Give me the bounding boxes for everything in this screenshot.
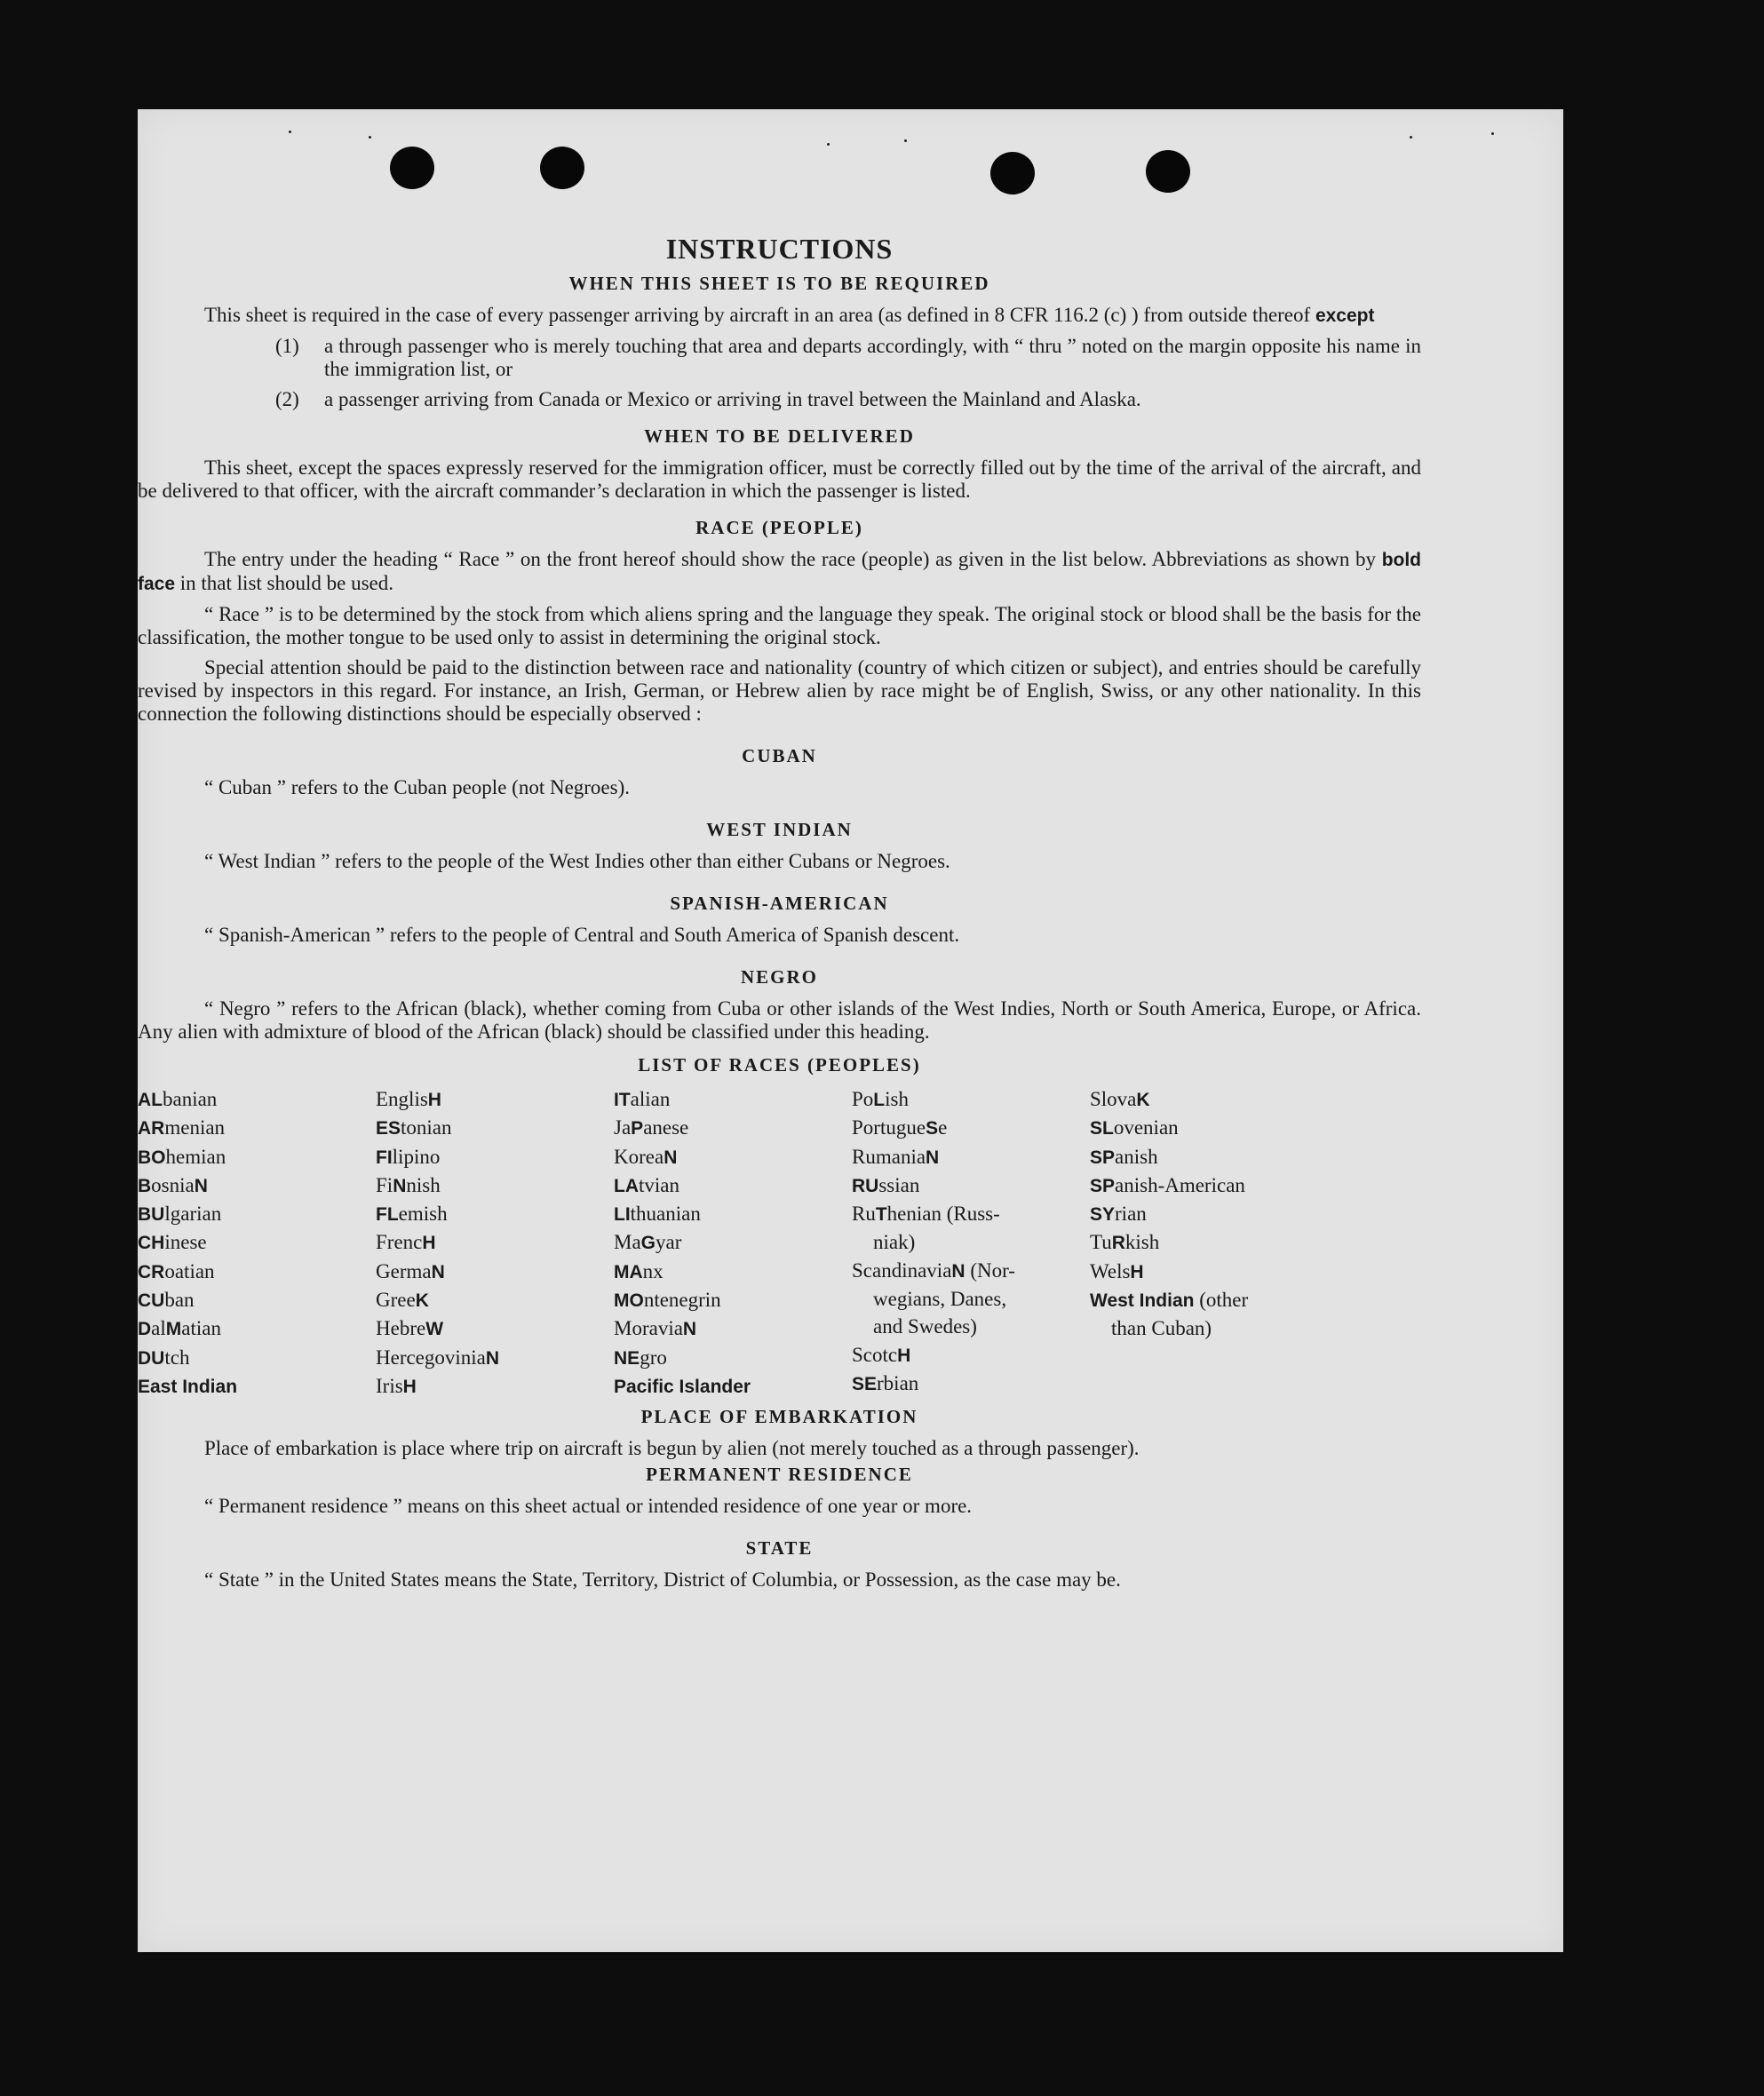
paragraph — [138, 304, 1421, 328]
race-abbrev: SE — [852, 1373, 878, 1394]
race-abbrev: H — [402, 1376, 417, 1397]
race-entry — [1090, 1085, 1328, 1114]
race-abbrev: AL — [138, 1090, 163, 1110]
race-entry — [376, 1085, 614, 1114]
race-entry — [1090, 1200, 1328, 1228]
race-text: (Nor- — [965, 1258, 1015, 1282]
race-text: tonian — [401, 1116, 452, 1139]
race-text: banian — [163, 1088, 218, 1110]
section-heading: STATE — [745, 1537, 814, 1560]
race-entry — [1090, 1314, 1328, 1342]
race-abbrev: H — [427, 1090, 441, 1110]
race-entry — [614, 1258, 852, 1286]
race-text: ssian — [878, 1173, 920, 1196]
paragraph — [138, 548, 1421, 596]
race-text: Fi — [376, 1173, 393, 1196]
race-text: (other — [1194, 1289, 1249, 1312]
race-text: Scotc — [852, 1343, 898, 1366]
race-text: emish — [398, 1203, 448, 1226]
race-abbrev: H — [1130, 1261, 1144, 1282]
race-text: atian — [181, 1317, 221, 1340]
race-abbrev: CH — [138, 1233, 165, 1254]
race-abbrev: SP — [1090, 1175, 1116, 1196]
race-abbrev: L — [873, 1090, 886, 1110]
race-column — [138, 1085, 376, 1401]
race-text: Frenc — [376, 1231, 423, 1254]
punch-hole — [540, 147, 584, 189]
race-entry — [852, 1228, 1090, 1256]
race-text: tch — [164, 1346, 190, 1369]
race-entry — [614, 1143, 852, 1171]
paragraph: “ Negro ” refers to the African (black), whether coming from Cuba or other islands of the West Indies, North or South America, Europe, or Africa. Any alien with admixture of blood of the African (black) should be classified under this heading. — [138, 997, 1421, 1043]
dust-speck — [827, 143, 830, 146]
race-entry — [852, 1085, 1090, 1114]
race-entry — [852, 1370, 1090, 1398]
race-text: Portugue — [852, 1116, 926, 1139]
race-text: osnia — [151, 1173, 195, 1196]
section-heading: NEGRO — [740, 966, 818, 988]
race-entry — [138, 1200, 376, 1228]
race-text: Iris — [376, 1374, 403, 1397]
race-abbrev: P — [631, 1118, 644, 1139]
race-abbrev: S — [926, 1118, 939, 1139]
race-text: rian — [1115, 1203, 1147, 1226]
race-entry — [376, 1143, 614, 1171]
race-abbrev: H — [422, 1233, 436, 1254]
punch-hole — [1146, 150, 1190, 193]
race-text: anese — [643, 1116, 689, 1139]
race-abbrev: SP — [1090, 1147, 1116, 1168]
race-abbrev: IT — [614, 1090, 631, 1110]
race-column — [376, 1085, 614, 1401]
section-heading: PLACE OF EMBARKATION — [640, 1406, 918, 1428]
race-text: oatian — [164, 1259, 215, 1282]
race-text: rbian — [877, 1371, 919, 1394]
race-text: and Swedes) — [873, 1315, 977, 1338]
item-text: a passenger arriving from Canada or Mexico or arriving in travel between the Mainland and Alaska. — [324, 388, 1141, 410]
race-entry — [138, 1258, 376, 1286]
text: The entry under the heading “ Race ” on the front hereof should show the race (people) as given in the list below. Abbreviations as shown by — [204, 548, 1377, 570]
race-abbrev: LA — [614, 1175, 639, 1196]
race-text: Gree — [376, 1289, 416, 1312]
race-entry — [852, 1341, 1090, 1370]
race-text: ban — [164, 1289, 195, 1312]
race-abbrev: West Indian — [1090, 1290, 1195, 1312]
race-text: Wels — [1090, 1259, 1131, 1282]
race-abbrev: AR — [138, 1118, 165, 1139]
race-entry — [376, 1200, 614, 1228]
race-text: lipino — [392, 1145, 441, 1168]
race-abbrev: FL — [376, 1204, 399, 1226]
race-entry — [614, 1114, 852, 1142]
race-text: kish — [1124, 1231, 1160, 1254]
race-entry — [852, 1257, 1090, 1285]
race-entry — [614, 1228, 852, 1257]
race-text: Hebre — [376, 1317, 426, 1340]
paragraph: This sheet, except the spaces expressly reserved for the immigration officer, must be correctly filled out by the time of the arrival of the aircraft, and be delivered to that officer, with the aircraft commander’s declaration in which the passenger is listed. — [138, 457, 1421, 502]
race-text: Scandinavia — [852, 1258, 952, 1282]
text: in that list should be used. — [179, 572, 393, 594]
race-abbrev: D — [138, 1319, 152, 1340]
race-abbrev: N — [663, 1147, 678, 1168]
race-text: anish — [1115, 1145, 1158, 1168]
race-text: Slova — [1090, 1088, 1137, 1110]
list-item — [138, 388, 1421, 411]
punch-hole — [390, 147, 434, 189]
race-text: Hercegovinia — [376, 1346, 486, 1369]
section-heading: LIST OF RACES (PEOPLES) — [638, 1054, 921, 1076]
race-abbrev: MA — [614, 1261, 643, 1282]
race-abbrev: ES — [376, 1118, 401, 1139]
text: This sheet is required in the case of every passenger arriving by aircraft in an area (as defined in 8 CFR 116.2 (c) ) from outside thereof — [204, 304, 1311, 326]
paragraph: “ Permanent residence ” means on this sheet actual or intended residence of one year or more. — [204, 1495, 973, 1518]
race-text: Rumania — [852, 1145, 926, 1168]
race-text: al — [151, 1317, 166, 1340]
race-entry — [138, 1143, 376, 1171]
race-entry — [376, 1228, 614, 1257]
race-entry — [376, 1372, 614, 1401]
bold-text: except — [1315, 306, 1375, 326]
race-entry — [376, 1344, 614, 1372]
item-number: (1) — [275, 335, 299, 357]
race-abbrev: B — [138, 1175, 152, 1196]
race-entry — [138, 1286, 376, 1314]
race-text: Ma — [614, 1231, 641, 1254]
race-abbrev: W — [425, 1319, 444, 1340]
race-list — [138, 1085, 1421, 1401]
race-entry — [852, 1143, 1090, 1171]
race-entry — [1090, 1228, 1328, 1257]
race-entry — [138, 1114, 376, 1142]
race-entry — [376, 1258, 614, 1286]
race-text: Ru — [852, 1203, 876, 1226]
race-text: ovenian — [1113, 1116, 1179, 1139]
race-text: menian — [164, 1116, 226, 1139]
item-number: (2) — [275, 388, 299, 410]
paragraph: “ State ” in the United States means the State, Territory, District of Columbia, or Possession, as the case may be. — [204, 1568, 1121, 1592]
race-abbrev: T — [875, 1204, 887, 1226]
race-abbrev: N — [682, 1319, 697, 1340]
race-entry — [614, 1200, 852, 1228]
race-entry — [376, 1171, 614, 1200]
race-entry — [614, 1314, 852, 1343]
race-entry — [376, 1286, 614, 1314]
race-text: nx — [642, 1259, 663, 1282]
bold-text: bold face — [138, 550, 1422, 594]
race-column — [614, 1085, 852, 1401]
dust-speck — [289, 131, 291, 133]
race-abbrev: M — [165, 1319, 182, 1340]
race-abbrev: East Indian — [138, 1376, 238, 1397]
race-abbrev: K — [415, 1290, 429, 1312]
race-entry — [1090, 1171, 1328, 1200]
race-entry — [852, 1285, 1090, 1313]
race-entry — [852, 1114, 1090, 1142]
race-abbrev: N — [393, 1175, 407, 1196]
race-entry — [138, 1171, 376, 1200]
race-abbrev: LI — [614, 1204, 631, 1226]
paragraph: Special attention should be paid to the distinction between race and nationality (country of which citizen or subject), and entries should be carefully revised by inspectors in this regard. For instance, an Irish, German, or Hebrew alien by race might be of English, Swiss, or any other nationality. In this connection the following distinctions should be especially observed : — [138, 656, 1421, 725]
race-abbrev: CR — [138, 1261, 165, 1282]
race-text: Ja — [614, 1116, 632, 1139]
race-abbrev: SL — [1090, 1118, 1114, 1139]
race-text: e — [938, 1116, 948, 1139]
race-text: ish — [885, 1088, 909, 1110]
race-entry — [1090, 1114, 1328, 1142]
dust-speck — [1491, 132, 1494, 135]
paragraph: “ Race ” is to be determined by the stock from which aliens spring and the language they speak. The original stock or blood shall be the basis for the classification, the mother tongue to be used only to assist in determining the original stock. — [138, 603, 1421, 648]
race-entry — [138, 1085, 376, 1114]
section-heading: RACE (PEOPLE) — [695, 517, 863, 538]
race-entry — [1090, 1258, 1328, 1286]
race-abbrev: NE — [614, 1347, 640, 1369]
race-text: alian — [630, 1088, 671, 1110]
race-abbrev: BO — [138, 1147, 166, 1168]
race-column — [1090, 1085, 1328, 1401]
race-text: ntenegrin — [643, 1289, 721, 1312]
race-entry — [614, 1372, 852, 1401]
race-abbrev: N — [194, 1175, 208, 1196]
paragraph: “ West Indian ” refers to the people of the West Indies other than either Cubans or Negroes. — [204, 850, 950, 872]
section-heading: WHEN TO BE DELIVERED — [644, 425, 915, 447]
instructions-content — [138, 233, 1421, 1592]
race-text: niak) — [873, 1231, 916, 1254]
section-heading: WEST INDIAN — [706, 819, 853, 840]
race-abbrev: K — [1136, 1090, 1150, 1110]
paragraph: “ Spanish-American ” refers to the people of Central and South America of Spanish descent. — [204, 924, 960, 946]
paragraph: “ Cuban ” refers to the Cuban people (not Negroes). — [204, 776, 631, 798]
item-text: a through passenger who is merely touching that area and departs accordingly, with “ thru ” noted on the margin opposite his name in the immigration list, or — [324, 335, 1421, 380]
race-entry — [376, 1314, 614, 1343]
race-abbrev: N — [926, 1147, 940, 1168]
dust-speck — [369, 136, 371, 139]
race-entry — [614, 1286, 852, 1314]
race-abbrev: R — [1111, 1233, 1125, 1254]
race-abbrev: H — [897, 1345, 911, 1366]
race-text: wegians, Danes, — [873, 1288, 1007, 1311]
dust-speck — [904, 139, 907, 142]
punch-hole — [990, 152, 1035, 195]
race-text: Korea — [614, 1145, 664, 1168]
race-abbrev: BU — [138, 1204, 165, 1226]
race-text: than Cuban) — [1111, 1317, 1212, 1340]
race-abbrev: N — [431, 1261, 445, 1282]
race-abbrev: SY — [1090, 1204, 1116, 1226]
race-abbrev: N — [485, 1347, 500, 1369]
section-heading: CUBAN — [742, 745, 817, 766]
race-text: lgarian — [164, 1203, 222, 1226]
race-abbrev: FI — [376, 1147, 393, 1168]
race-entry — [138, 1372, 376, 1401]
dust-speck — [1410, 136, 1412, 139]
section-heading: WHEN THIS SHEET IS TO BE REQUIRED — [568, 273, 990, 294]
section-heading: SPANISH-AMERICAN — [670, 893, 889, 914]
race-text: anish-American — [1115, 1173, 1245, 1196]
race-text: Englis — [376, 1088, 428, 1110]
race-entry — [852, 1200, 1090, 1228]
race-text: hemian — [165, 1145, 226, 1168]
race-entry — [614, 1344, 852, 1372]
race-text: thuanian — [630, 1203, 701, 1226]
race-entry — [138, 1228, 376, 1257]
race-text: yar — [656, 1231, 682, 1254]
section-heading: PERMANENT RESIDENCE — [646, 1464, 913, 1486]
race-abbrev: DU — [138, 1347, 165, 1369]
race-abbrev: Pacific Islander — [614, 1376, 751, 1397]
race-abbrev: N — [951, 1260, 965, 1282]
race-entry — [614, 1085, 852, 1114]
race-text: Tu — [1090, 1231, 1112, 1254]
paragraph: Place of embarkation is place where trip on aircraft is begun by alien (not merely touched as a through passenger). — [204, 1437, 1140, 1460]
race-entry — [376, 1114, 614, 1142]
race-text: henian (Russ- — [886, 1203, 1000, 1226]
race-text: nish — [406, 1173, 441, 1196]
race-column — [852, 1085, 1090, 1401]
race-entry — [852, 1171, 1090, 1200]
race-abbrev: CU — [138, 1290, 165, 1312]
race-text: tvian — [639, 1173, 679, 1196]
race-entry — [852, 1313, 1090, 1340]
race-text: gro — [640, 1346, 667, 1369]
race-abbrev: MO — [614, 1290, 644, 1312]
list-item — [138, 335, 1421, 381]
race-text: inese — [164, 1231, 207, 1254]
race-entry — [138, 1314, 376, 1343]
race-abbrev: G — [640, 1233, 656, 1254]
race-text: Po — [852, 1088, 874, 1110]
race-text: Moravia — [614, 1317, 683, 1340]
race-entry — [614, 1171, 852, 1200]
race-entry — [1090, 1286, 1328, 1314]
page-title: INSTRUCTIONS — [665, 233, 894, 265]
race-text: Germa — [376, 1259, 432, 1282]
race-entry — [1090, 1143, 1328, 1171]
race-abbrev: RU — [852, 1175, 879, 1196]
race-entry — [138, 1344, 376, 1372]
